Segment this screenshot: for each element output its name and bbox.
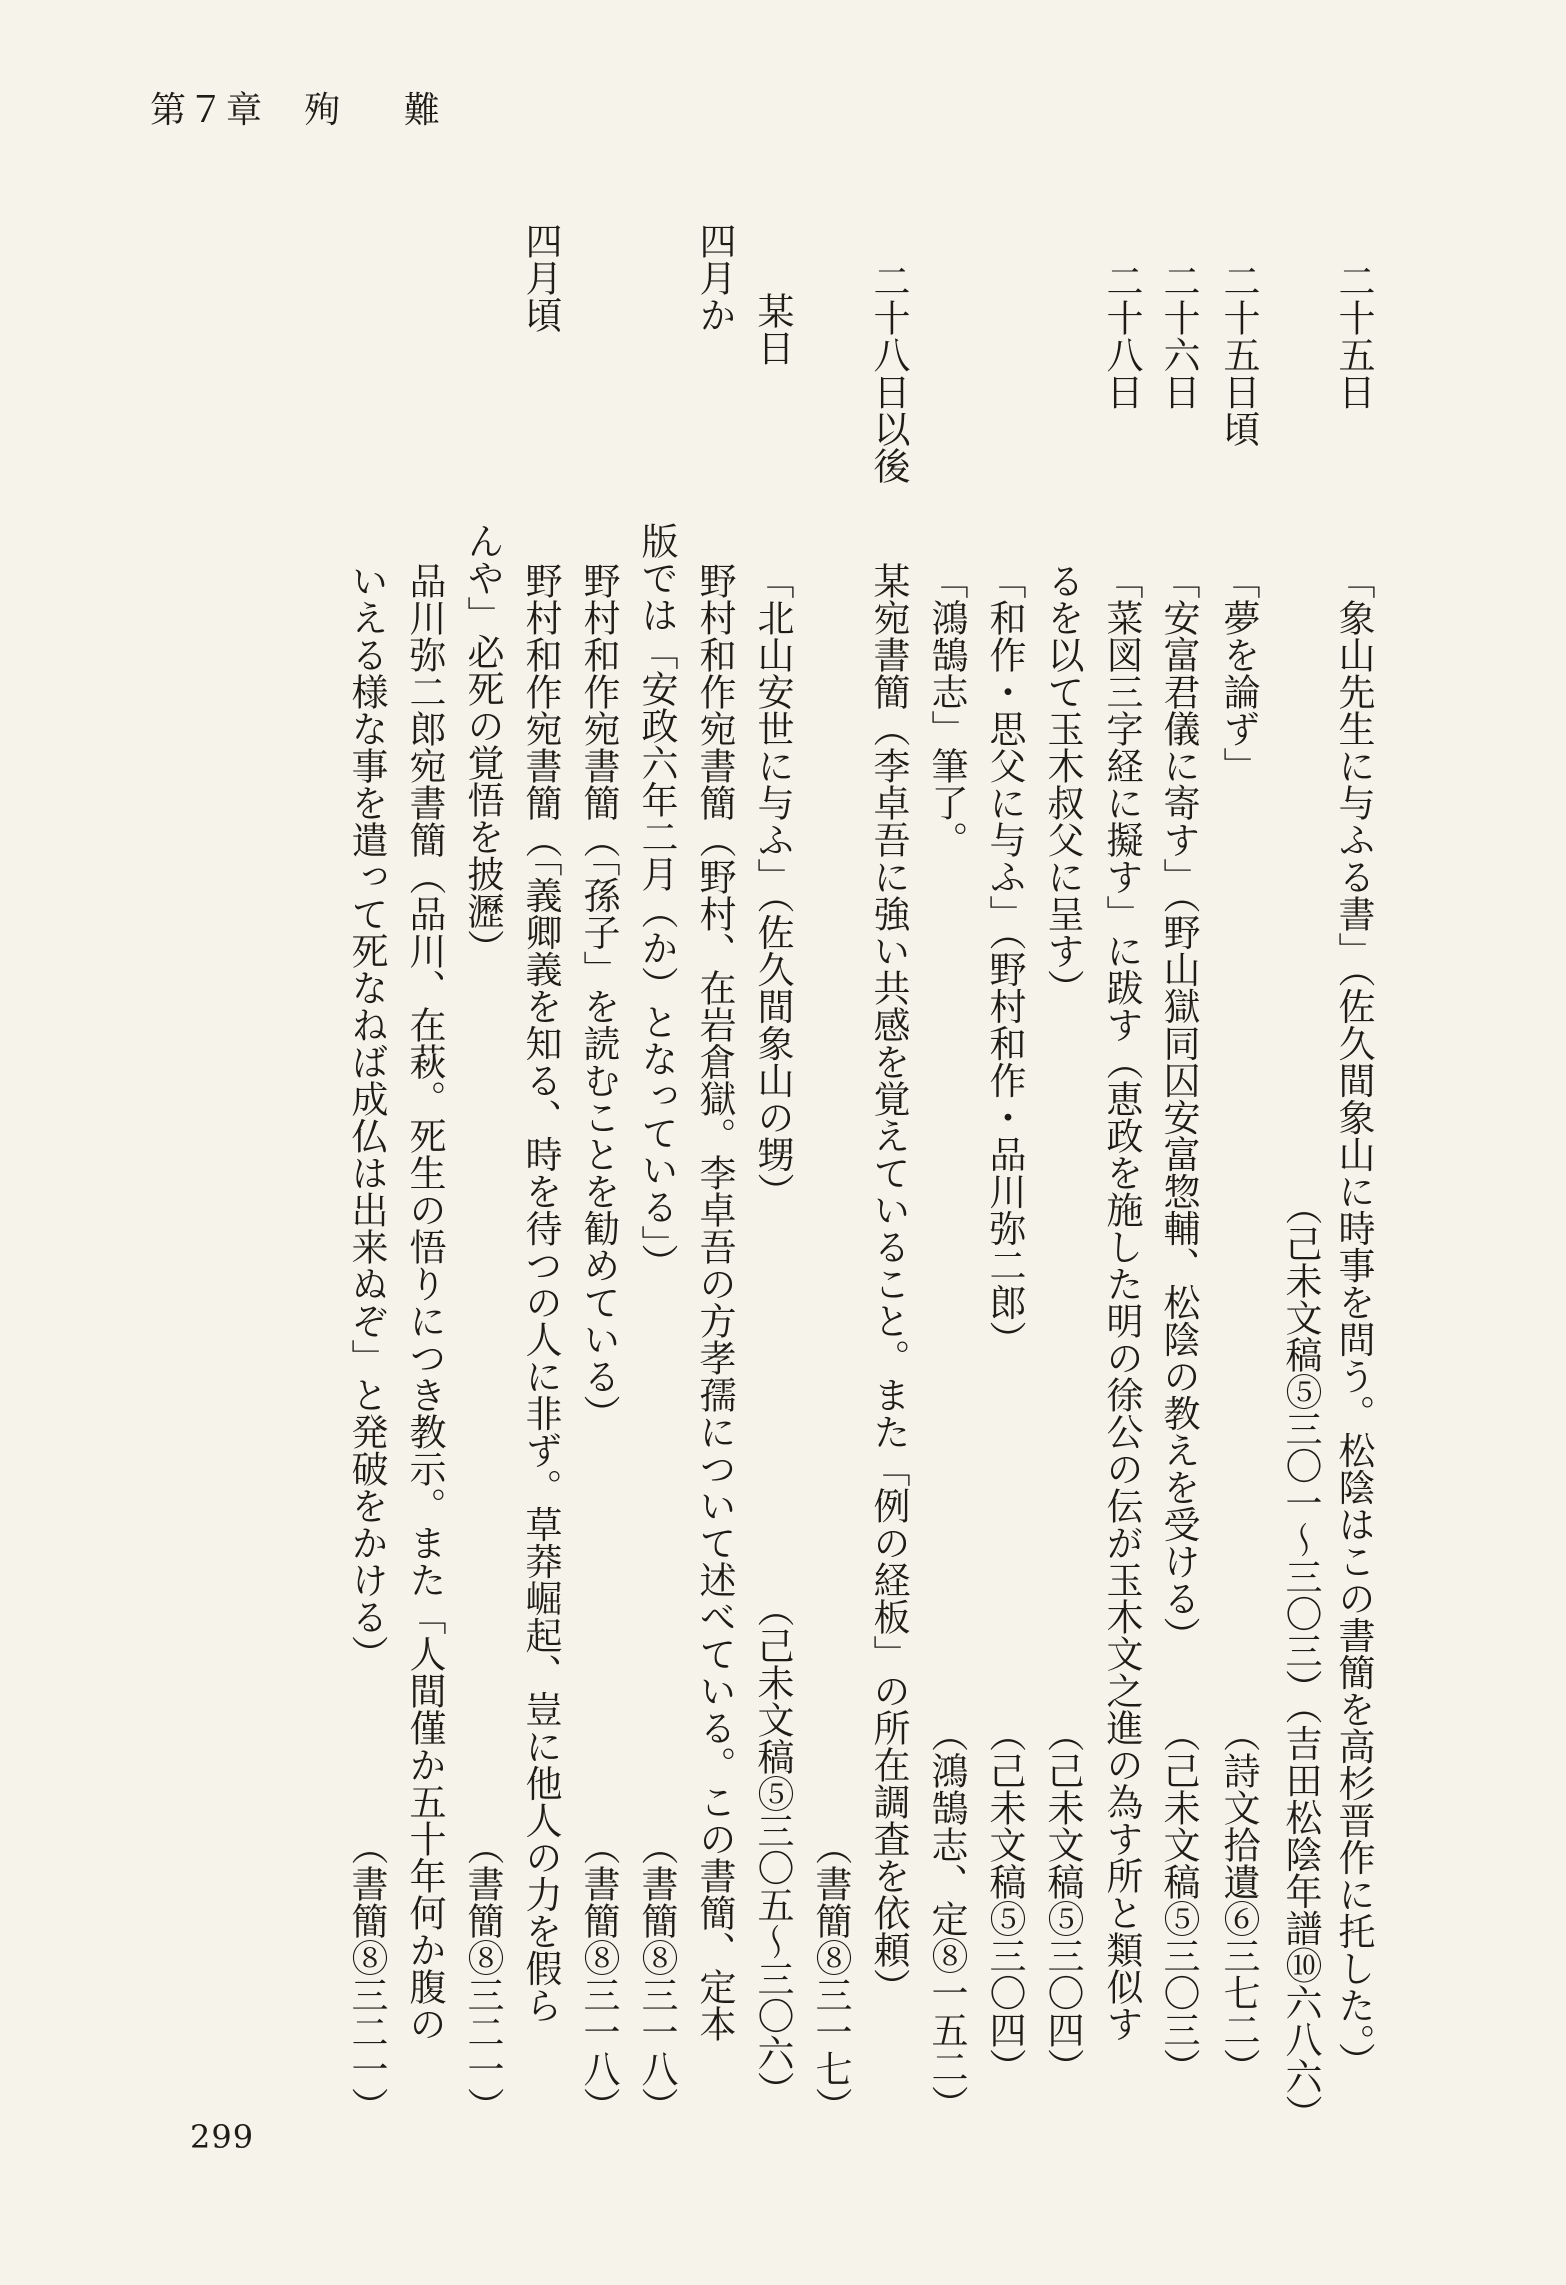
entry-citation: （己未文稿⑤三〇四） xyxy=(983,1715,1026,2085)
entry-citation: （書簡⑧三二一） xyxy=(461,1828,504,2124)
entry-text-line: 「北山安世に与ふ」（佐久間象山の甥） xyxy=(751,562,794,1210)
chapter-title-1: 殉 xyxy=(304,90,343,131)
entry-text-line: 「鴻鵠志」筆了。 xyxy=(925,562,968,858)
entry-text-line: いえる様な事を遣って死なねば成仏は出来ぬぞ」と発破をかける） xyxy=(345,562,388,1672)
entry-text-line: （己未文稿⑤三〇一～三〇三）（吉田松陰年譜⑩六八六） xyxy=(1279,1188,1322,2132)
entry-citation: （己未文稿⑤三〇四） xyxy=(1041,1715,1084,2085)
chapter-title-2: 難 xyxy=(404,90,443,131)
entry-text-line: んや」必死の覚悟を披瀝） xyxy=(461,522,504,966)
entry-text-line: 某宛書簡（李卓吾に強い共感を覚えていること。また「例の経板」の所在調査を依頼） xyxy=(867,562,910,2005)
entry-date: 二十五日頃 xyxy=(1217,262,1260,447)
page-number: 299 xyxy=(190,2118,255,2156)
entry-text-line: 野村和作宛書簡（「義卿義を知る、時を待つの人に非ず。草莽崛起、豈に他人の力を假ら xyxy=(519,562,562,2024)
entry-date: 二十八日以後 xyxy=(867,262,910,484)
entry-citation: （書簡⑧三一八） xyxy=(577,1828,620,2124)
entry-citation: （詩文拾遺⑥三七二） xyxy=(1217,1715,1260,2085)
entry-text-line: 「夢を論ず」 xyxy=(1217,562,1260,784)
entry-text-line: 「安富君儀に寄す」（野山獄同囚安富惣輔、松陰の教えを受ける） xyxy=(1157,562,1200,1654)
entry-text-line: 野村和作宛書簡（「孫子」を読むことを勧めている） xyxy=(577,562,620,1432)
entry-text-line: 品川弥二郎宛書簡（品川、在萩。死生の悟りにつき教示。また「人間僅か五十年何か腹の xyxy=(403,562,446,2042)
entry-citation: （己未文稿⑤三〇五～三〇六） xyxy=(751,1590,794,2108)
entry-citation: （書簡⑧三一七） xyxy=(809,1828,852,2124)
entry-citation: （己未文稿⑤三〇三） xyxy=(1157,1715,1200,2085)
entry-citation: （書簡⑧三二一） xyxy=(345,1828,388,2124)
entry-text-line: 「象山先生に与ふる書」（佐久間象山に時事を問う。松陰はこの書簡を高杉晋作に托した。） xyxy=(1332,562,1375,2079)
running-header xyxy=(150,82,442,133)
entry-text-line: 版では「安政六年二月（か）となっている」） xyxy=(635,522,678,1281)
entry-text-line: 「菜図三字経に擬す」に跋す（恵政を施した明の徐公の伝が玉木文之進の為す所と類似す xyxy=(1100,562,1143,2042)
entry-text-line: 野村和作宛書簡（野村、在岩倉獄。李卓吾の方孝孺について述べている。この書簡、定本 xyxy=(693,562,736,2042)
entry-date: 四月か xyxy=(693,222,736,333)
entry-text-line: 「和作・思父に与ふ」（野村和作・品川弥二郎） xyxy=(983,562,1026,1358)
entry-text-line: るを以て玉木叔父に呈す） xyxy=(1041,562,1084,1006)
entry-citation: （書簡⑧三一八） xyxy=(635,1828,678,2124)
entry-citation: （鴻鵠志、定⑧一五二） xyxy=(925,1715,968,2122)
chapter-label: 第７章 xyxy=(150,90,265,131)
entry-date: 四月頃 xyxy=(519,222,562,333)
entry-date: 二十八日 xyxy=(1100,262,1143,410)
entry-date: 二十六日 xyxy=(1157,262,1200,410)
entry-date: 某日 xyxy=(751,292,794,366)
entry-date: 二十五日 xyxy=(1332,262,1375,410)
